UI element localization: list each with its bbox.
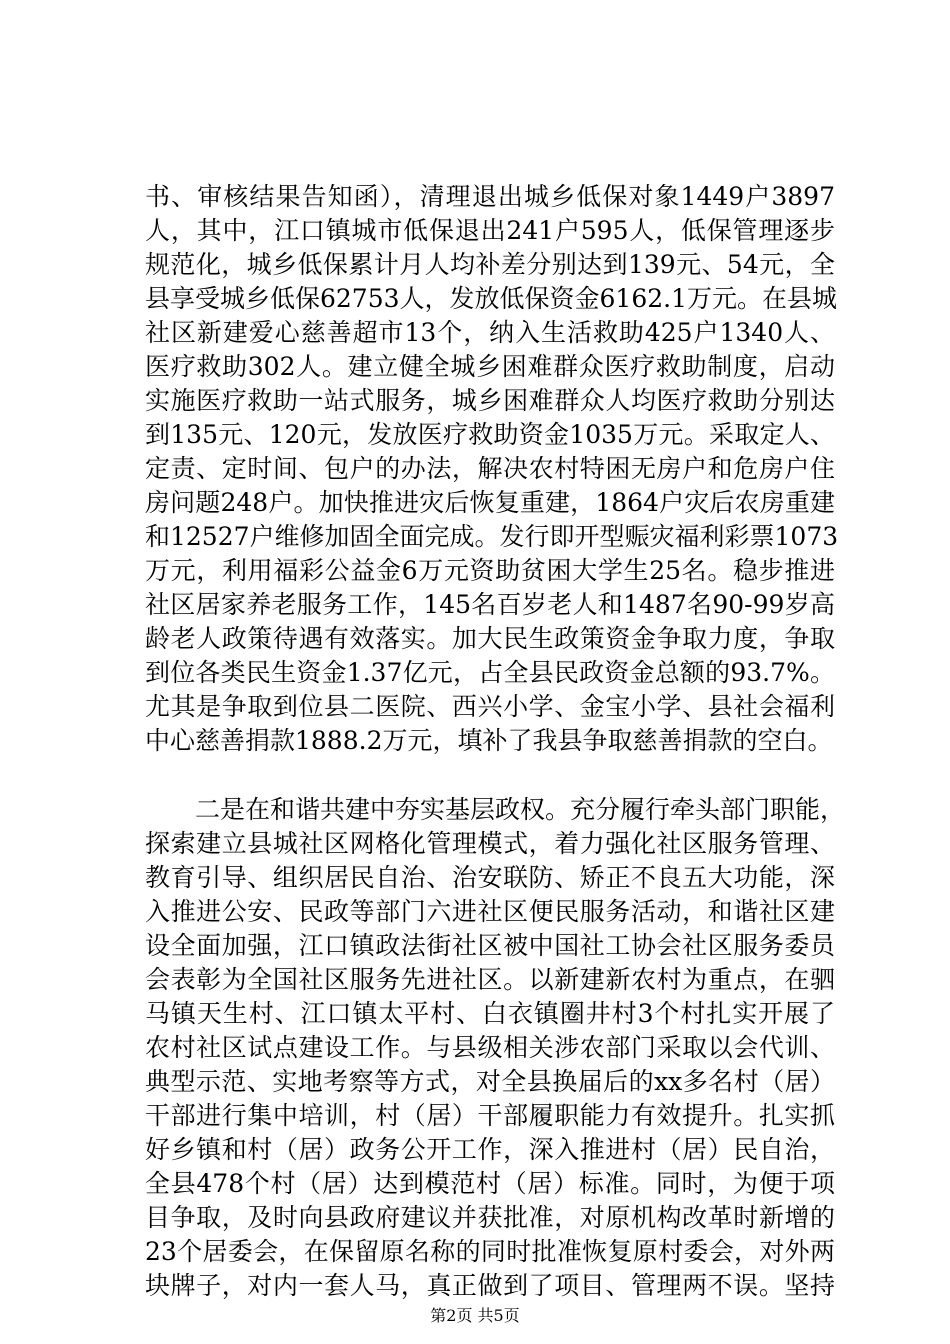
text-line: 和12527户维修加固全面完成。发行即开型赈灾福利彩票1073 bbox=[145, 522, 839, 551]
text-line: 二是在和谐共建中夯实基层政权。充分履行牵头部门职能， bbox=[145, 795, 846, 824]
text-line: 农村社区试点建设工作。与县级相关涉农部门采取以会代训、 bbox=[145, 1033, 835, 1062]
text-line: 设全面加强，江口镇政法街社区被中国社工协会社区服务委员 bbox=[145, 931, 835, 960]
text-line: 探索建立县城社区网格化管理模式，着力强化社区服务管理、 bbox=[145, 829, 835, 858]
text-line: 县享受城乡低保62753人，发放低保资金6162.1万元。在县城 bbox=[145, 284, 838, 313]
text-line: 目争取，及时向县政府建议并获批准，对原机构改革时新增的 bbox=[145, 1203, 835, 1232]
text-line: 社区新建爱心慈善超市13个，纳入生活救助425户1340人、 bbox=[145, 318, 835, 347]
text-line: 实施医疗救助一站式服务，城乡困难群众人均医疗救助分别达 bbox=[145, 386, 835, 415]
text-line: 干部进行集中培训，村（居）干部履职能力有效提升。扎实抓 bbox=[145, 1101, 835, 1130]
text-line: 中心慈善捐款1888.2万元，填补了我县争取慈善捐款的空白。 bbox=[145, 726, 833, 755]
text-line: 到位各类民生资金1.37亿元，占全县民政资金总额的93.7%。 bbox=[145, 658, 835, 687]
text-line: 人，其中，江口镇城市低保退出241户595人，低保管理逐步 bbox=[145, 216, 835, 245]
text-line: 全县478个村（居）达到模范村（居）标准。同时，为便于项 bbox=[145, 1169, 835, 1198]
text-line: 万元，利用福彩公益金6万元资助贫困大学生25名。稳步推进 bbox=[145, 556, 835, 585]
text-line: 典型示范、实地考察等方式，对全县换届后的xx多名村（居） bbox=[145, 1067, 835, 1096]
text-line: 医疗救助302人。建立健全城乡困难群众医疗救助制度，启动 bbox=[145, 352, 835, 381]
text-line: 好乡镇和村（居）政务公开工作，深入推进村（居）民自治， bbox=[145, 1135, 835, 1164]
text-line: 会表彰为全国社区服务先进社区。以新建新农村为重点，在驷 bbox=[145, 965, 835, 994]
text-line: 入推进公安、民政等部门六进社区便民服务活动，和谐社区建 bbox=[145, 897, 835, 926]
text-line: 社区居家养老服务工作，145名百岁老人和1487名90-99岁高 bbox=[145, 590, 835, 619]
text-line: 教育引导、组织居民自治、治安联防、矫正不良五大功能，深 bbox=[145, 863, 835, 892]
text-line: 块牌子，对内一套人马，真正做到了项目、管理两不误。坚持 bbox=[145, 1271, 835, 1300]
text-line: 马镇天生村、江口镇太平村、白衣镇圈井村3个村扎实开展了 bbox=[145, 999, 835, 1028]
page-footer: 第2页 共5页 bbox=[430, 1306, 520, 1325]
text-line: 尤其是争取到位县二医院、西兴小学、金宝小学、县社会福利 bbox=[145, 692, 835, 721]
text-line: 到135元、120元，发放医疗救助资金1035万元。采取定人、 bbox=[145, 420, 835, 449]
text-line: 书、审核结果告知函），清理退出城乡低保对象1449户3897 bbox=[145, 182, 835, 211]
text-line: 定责、定时间、包户的办法，解决农村特困无房户和危房户住 bbox=[145, 454, 835, 483]
text-line: 房问题248户。加快推进灾后恢复重建，1864户灾后农房重建 bbox=[145, 488, 835, 517]
text-line: 23个居委会，在保留原名称的同时批准恢复原村委会，对外两 bbox=[145, 1237, 835, 1266]
text-line: 规范化，城乡低保累计月人均补差分别达到139元、54元，全 bbox=[145, 250, 835, 279]
text-line: 龄老人政策待遇有效落实。加大民生政策资金争取力度，争取 bbox=[145, 624, 835, 653]
